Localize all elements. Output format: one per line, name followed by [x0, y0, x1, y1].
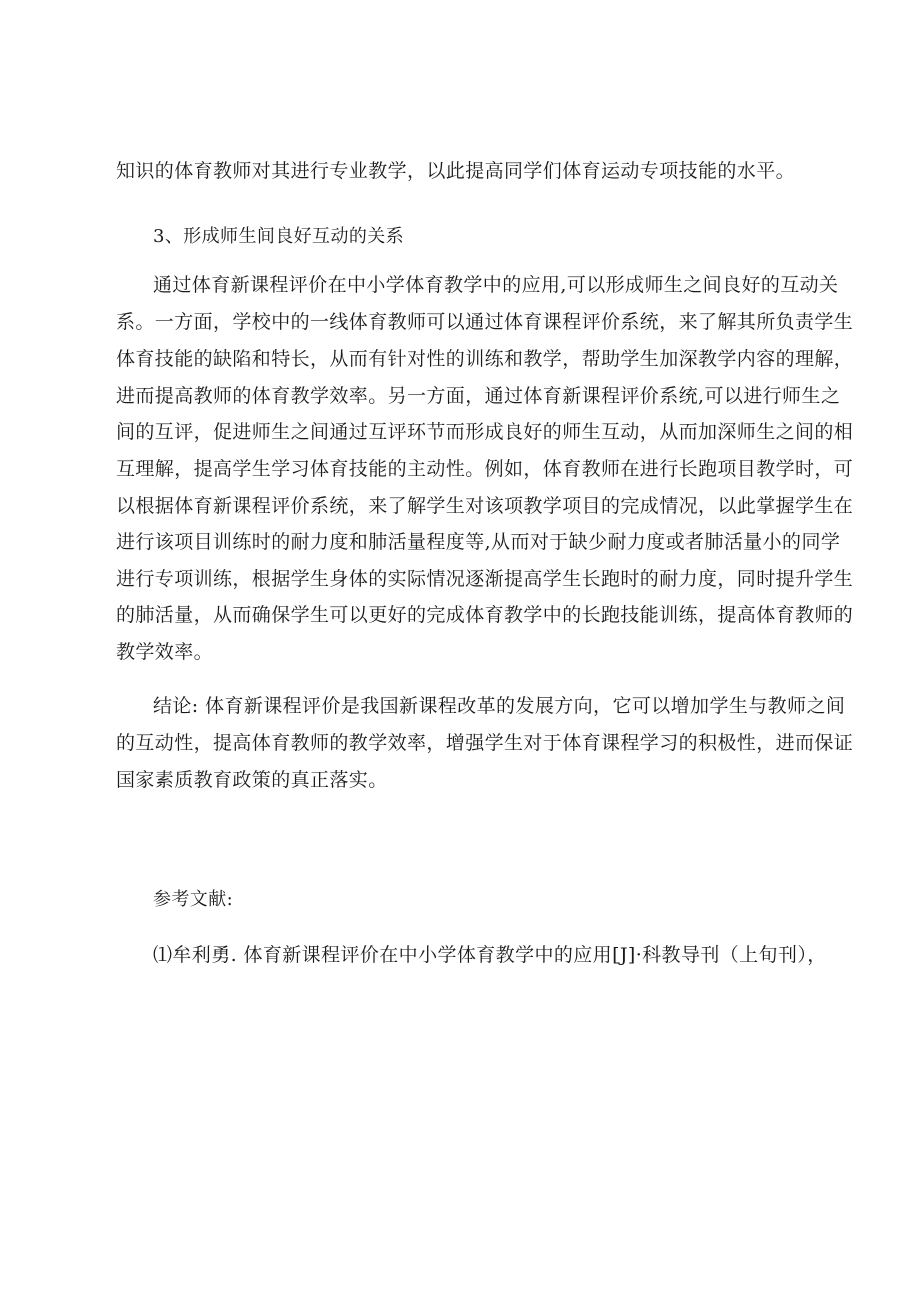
- conclusion-line: 国家素质教育政策的真正落实。: [116, 769, 388, 791]
- paragraph-line: 系。一方面，学校中的一线体育教师可以通过体育课程评价系统，来了解其所负责学生: [116, 311, 854, 333]
- references-heading: 参考文献:: [153, 889, 234, 910]
- paragraph-line: 通过体育新课程评价在中小学体育教学中的应用,可以形成师生之间良好的互动关: [153, 274, 839, 296]
- paragraph-line: 进而提高教师的体育教学效率。另一方面，通过体育新课程评价系统,可以进行师生之: [116, 385, 841, 407]
- section-heading: 3、形成师生间良好互动的关系: [153, 226, 405, 247]
- paragraph-line: 间的互评，促进师生之间通过互评环节而形成良好的师生互动，从而加深师生之间的相: [116, 421, 854, 443]
- paragraph-line: 以根据体育新课程评价系统，来了解学生对该项教学项目的完成情况，以此掌握学生在: [116, 495, 854, 517]
- conclusion-line: 结论: 体育新课程评价是我国新课程改革的发展方向，它可以增加学生与教师之间: [153, 695, 846, 717]
- conclusion-line: 的互动性，提高体育教师的教学效率，增强学生对于体育课程学习的积极性，进而保证: [116, 732, 854, 754]
- paragraph-line: 的肺活量，从而确保学生可以更好的完成体育教学中的长跑技能训练，提高体育教师的: [116, 604, 854, 626]
- continuation-line: 知识的体育教师对其进行专业教学，以此提高同学们体育运动专项技能的水平。: [116, 160, 796, 182]
- paragraph-line: 体育技能的缺陷和特长，从而有针对性的训练和教学，帮助学生加深教学内容的理解，: [116, 348, 854, 370]
- paragraph-line: 进行该项目训练时的耐力度和肺活量程度等,从而对于缺少耐力度或者肺活量小的同学: [116, 531, 841, 553]
- paragraph-line: 教学效率。: [116, 641, 214, 663]
- paragraph-line: 互理解，提高学生学习体育技能的主动性。例如，体育教师在进行长跑项目教学时，可: [116, 458, 854, 480]
- reference-item: ⑴牟利勇. 体育新课程评价在中小学体育教学中的应用[J]·科教导刊（上旬刊），: [153, 944, 827, 966]
- paragraph-line: 进行专项训练，根据学生身体的实际情况逐渐提高学生长跑时的耐力度，同时提升学生: [116, 568, 854, 590]
